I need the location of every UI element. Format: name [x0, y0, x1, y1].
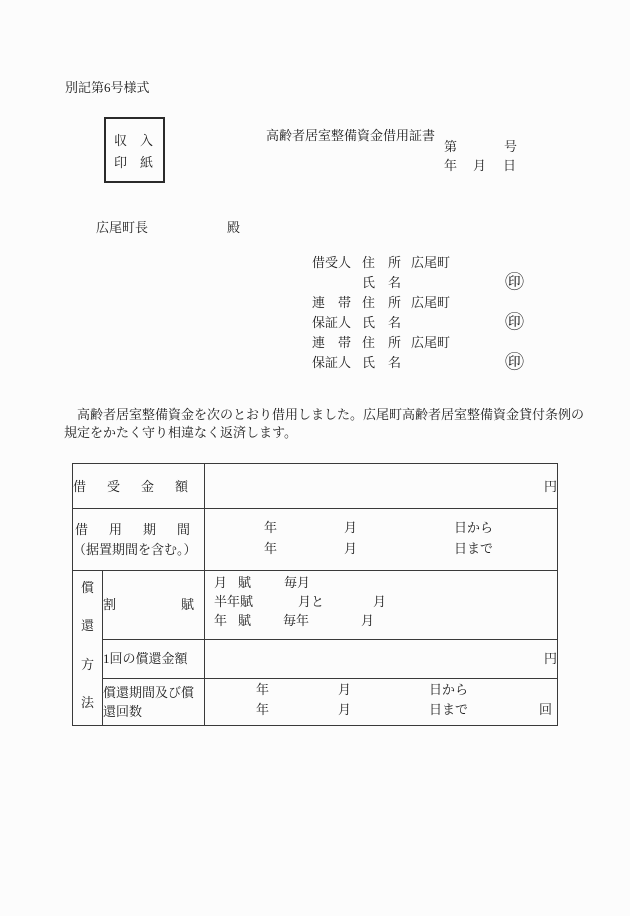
addressee-name: 広尾町長: [96, 220, 149, 235]
annual-every-year: 毎年: [283, 613, 310, 628]
seal-icon: ㊞: [505, 312, 525, 333]
period-count-value-cell: [205, 678, 558, 725]
revenue-stamp-box: [104, 117, 165, 183]
loan-period-note: （据置期間を含む。）: [73, 541, 197, 557]
per-payment-label-cell: [103, 639, 205, 678]
date-day-label: 日: [503, 158, 517, 173]
period-to-month: 月: [344, 541, 358, 556]
body-line-1: 高齢者居室整備資金を次のとおり借用しました。広尾町高齢者居室整備資金貸付条例の: [64, 407, 585, 422]
revenue-stamp-line-1: 収 入: [114, 133, 154, 148]
row-installment: [73, 571, 558, 640]
loan-amount-unit: 円: [544, 478, 558, 494]
signer-field-label: 住 所: [362, 335, 402, 350]
loan-amount-label-cell: [73, 464, 205, 509]
repayment-method-char: 償: [80, 580, 94, 595]
body-paragraph: [64, 406, 604, 442]
signer-role: 保証人: [312, 355, 352, 370]
per-payment-value-cell: [205, 639, 558, 678]
annual-label: 年: [214, 613, 228, 628]
count-to-year: 年: [256, 701, 270, 717]
signer-line-guarantor2-name: [312, 352, 547, 376]
signer-line-borrower-name: [312, 272, 547, 296]
repayment-method-char: 方: [80, 656, 94, 672]
period-from-month: 月: [344, 520, 358, 535]
repayment-method-char: 法: [80, 694, 94, 710]
per-payment-unit: 円: [544, 651, 558, 667]
repayment-method-char: 還: [80, 618, 94, 634]
signer-value: 広尾町: [411, 335, 451, 350]
row-period-count: [73, 678, 558, 725]
loan-amount-value-cell: [205, 464, 558, 509]
installment-value-cell: [205, 571, 558, 640]
loan-amount-label: 借 受 金 額: [73, 478, 193, 494]
signer-role: 借受人: [312, 255, 352, 270]
addressee: [96, 221, 266, 237]
period-to-day: 日まで: [454, 541, 494, 556]
per-payment-label: 1回の償還金額: [103, 651, 188, 667]
semiannual-month-and: 月と: [298, 594, 325, 609]
count-unit: 回: [539, 701, 553, 717]
semiannual-month: 月: [373, 594, 387, 609]
count-from-year: 年: [256, 681, 270, 697]
period-count-label-cell: [103, 678, 205, 725]
monthly-every: 毎月: [284, 575, 311, 590]
signer-value: 広尾町: [411, 255, 451, 270]
count-from-day: 日から: [429, 681, 469, 697]
signer-field-label: 氏 名: [362, 275, 402, 290]
date-month-label: 月: [473, 158, 487, 173]
doc-number-prefix: 第: [444, 139, 458, 154]
addressee-honorific: 殿: [227, 220, 241, 235]
signer-value: 広尾町: [411, 295, 451, 310]
period-to-year: 年: [264, 541, 278, 556]
signer-field-label: 住 所: [362, 255, 402, 270]
signer-role: 連 帯: [312, 335, 352, 350]
row-loan-amount: [73, 464, 558, 509]
annual-month: 月: [361, 613, 375, 628]
loan-period-label-cell: [73, 509, 205, 571]
signer-line-guarantor1-name: [312, 312, 547, 336]
row-per-payment: [73, 639, 558, 678]
form-number: 別記第6号様式: [65, 80, 150, 95]
loan-period-label: 借 用 期 間: [75, 521, 195, 537]
signer-field-label: 氏 名: [362, 355, 402, 370]
seal-icon: ㊞: [505, 272, 525, 293]
monthly-label: 月: [214, 575, 228, 590]
body-line-2: 規定をかたく守り相違なく返済します。: [64, 425, 297, 440]
doc-number-suffix: 号: [504, 139, 518, 154]
loan-period-value-cell: [205, 509, 558, 571]
installment-label-cell: [103, 571, 205, 640]
seal-icon: ㊞: [505, 352, 525, 373]
count-from-month: 月: [338, 681, 352, 697]
monthly-label-2: 賦: [238, 575, 252, 590]
revenue-stamp-line-2: 印 紙: [114, 155, 154, 170]
signer-role: 連 帯: [312, 295, 352, 310]
loan-details-table: [72, 463, 558, 726]
signer-field-label: 氏 名: [362, 315, 402, 330]
period-from-day: 日から: [454, 520, 494, 535]
count-to-day: 日まで: [429, 701, 469, 717]
document-title: 高齢者居室整備資金借用証書: [266, 128, 436, 143]
period-count-label: 償還期間及び償還回数: [103, 684, 195, 719]
period-from-year: 年: [264, 520, 278, 535]
semiannual-label: 半年賦: [214, 594, 254, 609]
annual-label-2: 賦: [238, 613, 252, 628]
row-loan-period: [73, 509, 558, 571]
date-year-label: 年: [444, 158, 458, 173]
repayment-method-header-cell: [73, 571, 103, 726]
repayment-method-vertical-label: [73, 571, 102, 725]
installment-label: 割 賦: [103, 597, 195, 613]
signer-role: 保証人: [312, 315, 352, 330]
signer-field-label: 住 所: [362, 295, 402, 310]
count-to-month: 月: [338, 701, 352, 717]
signer-block: [312, 256, 547, 376]
